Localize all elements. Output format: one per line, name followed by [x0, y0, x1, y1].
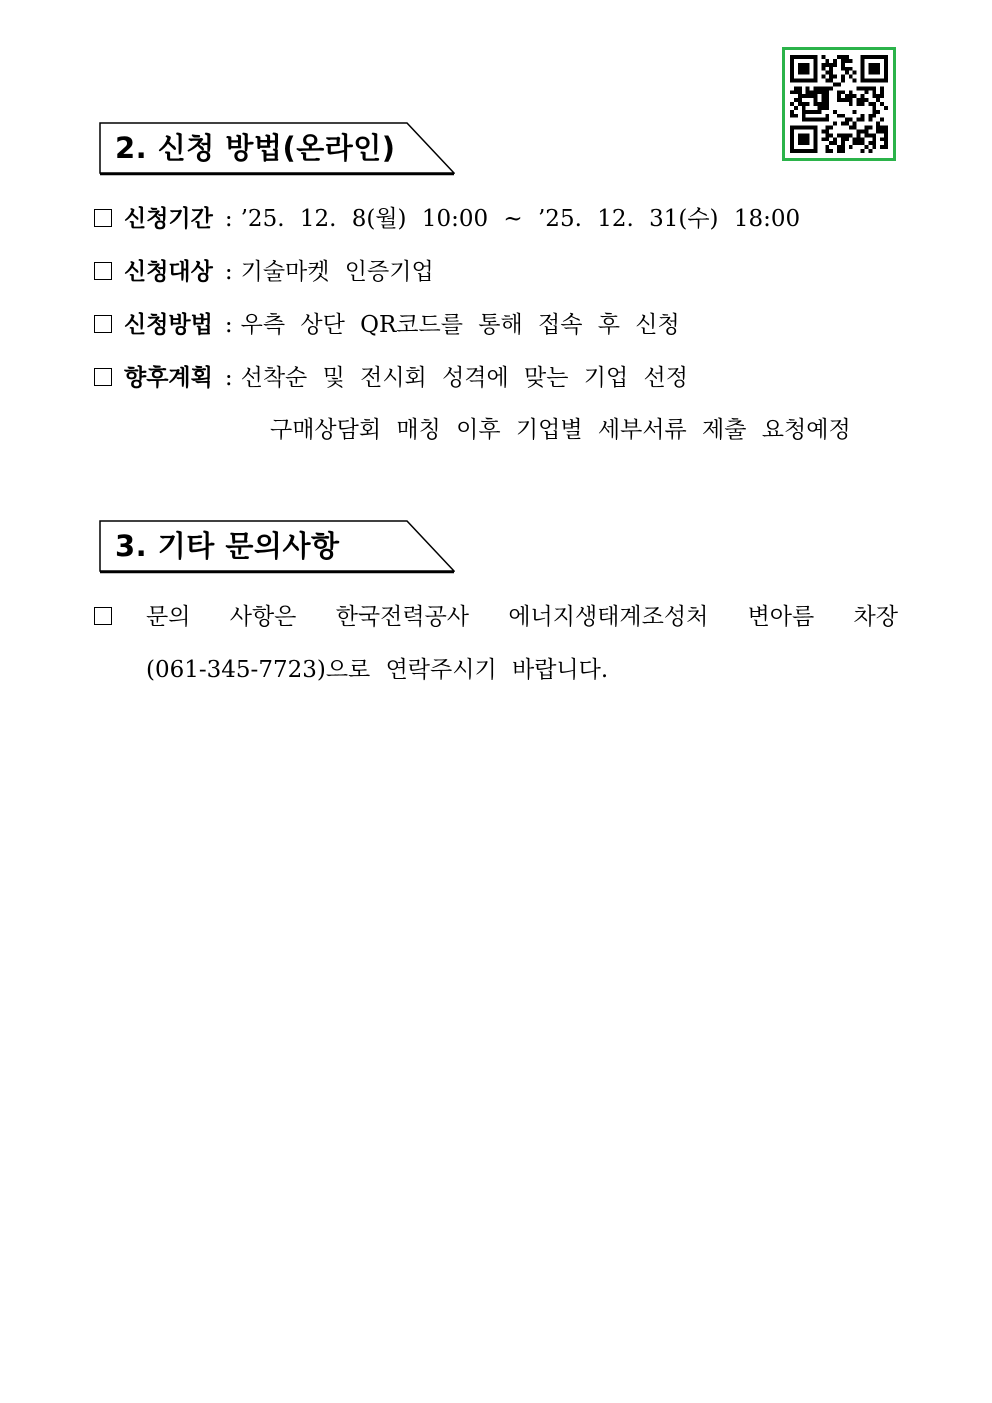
item-label: 향후계획	[124, 365, 213, 391]
item-label: 신청대상	[124, 259, 213, 285]
list-item-plan: 향후계획 : 선착순 및 전시회 성격에 맞는 기업 선정	[94, 359, 688, 392]
plan-continuation: 구매상담회 매칭 이후 기업별 세부서류 제출 요청예정	[270, 417, 851, 443]
inquiry-line-1: 문의 사항은 한국전력공사 에너지생태계조성처 변아름 차장	[146, 604, 898, 630]
item-label: 신청기간	[124, 206, 213, 232]
list-item-method: 신청방법 : 우측 상단 QR코드를 통해 접속 후 신청	[94, 306, 680, 339]
list-item-period: 신청기간 : ’25. 12. 8(월) 10:00 ~ ’25. 12. 31(수) 18:00	[94, 200, 800, 233]
section-3-heading	[99, 520, 455, 574]
item-value: ’25. 12. 8(월) 10:00 ~ ’25. 12. 31(수) 18:00	[240, 206, 801, 232]
item-value: 기술마켓 인증기업	[240, 259, 434, 285]
item-value: 우측 상단 QR코드를 통해 접속 후 신청	[240, 312, 680, 338]
qr-code-pattern	[790, 55, 888, 153]
checkbox-square-icon	[94, 209, 112, 227]
inquiry-line-2: (061-345-7723)으로 연락주시기 바랍니다.	[146, 657, 609, 683]
section-2-title: 2. 신청 방법(온라인)	[115, 131, 396, 165]
section-2-heading	[99, 122, 455, 176]
item-value: 선착순 및 전시회 성격에 맞는 기업 선정	[240, 365, 688, 391]
checkbox-square-icon	[94, 368, 112, 386]
checkbox-square-icon	[94, 315, 112, 333]
checkbox-square-icon	[94, 607, 112, 625]
section-3-title: 3. 기타 문의사항	[115, 529, 340, 563]
item-label: 신청방법	[124, 312, 213, 338]
qr-code[interactable]	[782, 47, 896, 161]
list-item-target: 신청대상 : 기술마켓 인증기업	[94, 253, 434, 286]
checkbox-square-icon	[94, 262, 112, 280]
